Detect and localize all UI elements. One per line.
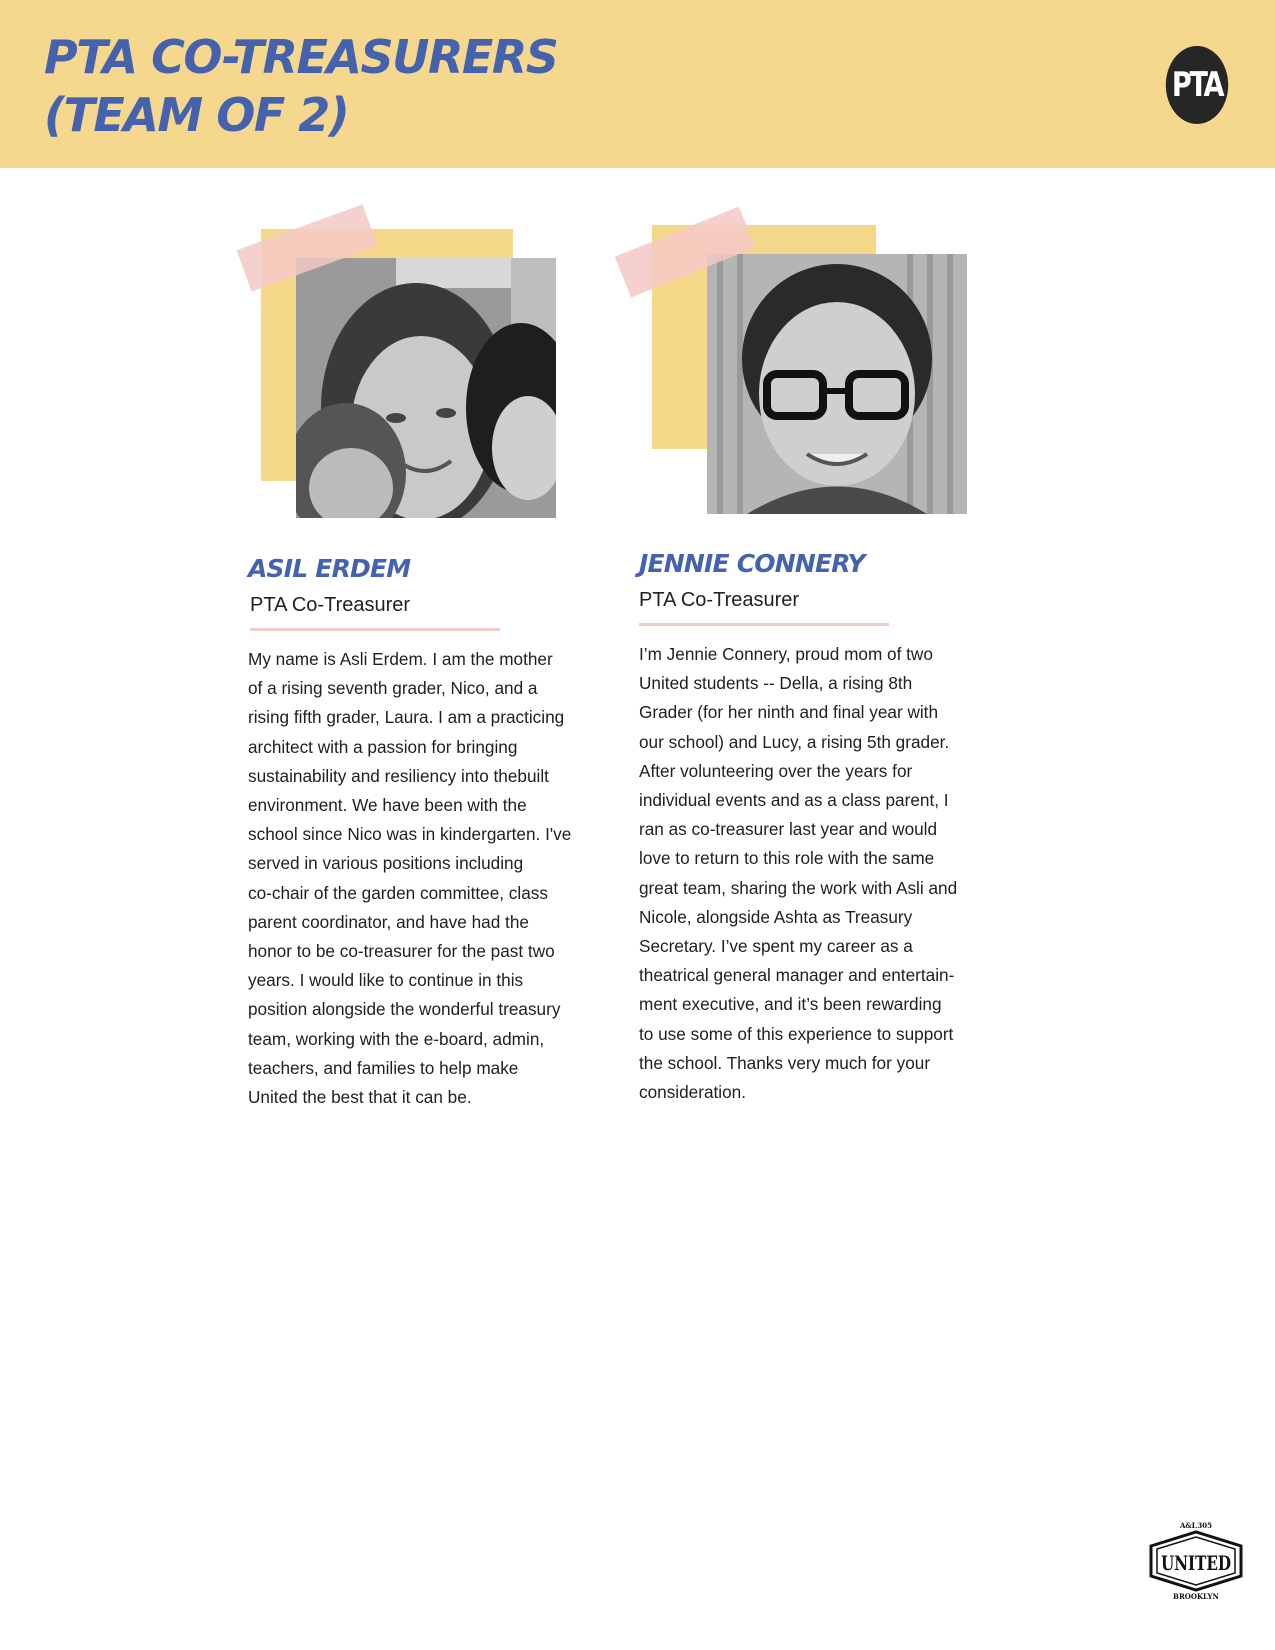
title-line-1: PTA CO-TREASURERS bbox=[44, 30, 558, 84]
portrait-photo-icon bbox=[296, 258, 556, 518]
header-band bbox=[0, 0, 1275, 168]
title-line-2: (TEAM OF 2) bbox=[44, 88, 349, 142]
candidate-name: JENNIE CONNERY bbox=[639, 549, 865, 578]
divider bbox=[639, 623, 889, 626]
divider bbox=[250, 628, 500, 631]
photo-block bbox=[640, 192, 940, 502]
logo-top-text: A&I.305 bbox=[1179, 1521, 1213, 1530]
portrait-photo-icon bbox=[707, 254, 967, 514]
page-title bbox=[44, 28, 557, 144]
candidate-role: PTA Co-Treasurer bbox=[639, 589, 800, 611]
pta-logo: PTA bbox=[1166, 46, 1228, 124]
photo-block bbox=[248, 196, 548, 506]
logo-bottom-text: BROOKLYN bbox=[1173, 1592, 1219, 1600]
candidate-bio: My name is Asli Erdem. I am the mother of a rising seventh grader, Nico, and a rising fifth grader, Laura. I am a practicing architect with a passion for bringing sustainability and resiliency into thebuilt environment. We have been with the school since Nico was in kindergarten. I've served in various positions including co-chair of the garden committee, class parent coordinator, and have had the honor to be co-treasurer for the past two years. I would like to continue in this position alongside the wonderful treasury team, working with the e-board, admin, teachers, and families to help make United the best that it can be. bbox=[248, 649, 572, 1108]
united-brooklyn-logo bbox=[1147, 1520, 1245, 1600]
candidate-bio: I’m Jennie Connery, proud mom of two United students -- Della, a rising 8th Grader (for her ninth and final year with our school) and Lucy, a rising 5th grader. After volunteering over the years for individual events and as a class parent, I ran as co-treasurer last year and would love to return to this role with the same great team, sharing the work with Asli and Nicole, alongside Ashta as Treasury Secretary. I’ve spent my career as a theatrical general manager and entertain- ment executive, and it’s been rewarding to use some of this experience to support the school. Thanks very much for your consideration. bbox=[639, 644, 958, 1103]
candidate-name: ASIL ERDEM bbox=[248, 554, 411, 583]
candidate-role: PTA Co-Treasurer bbox=[250, 594, 411, 616]
logo-main-text: UNITED bbox=[1161, 1551, 1231, 1575]
